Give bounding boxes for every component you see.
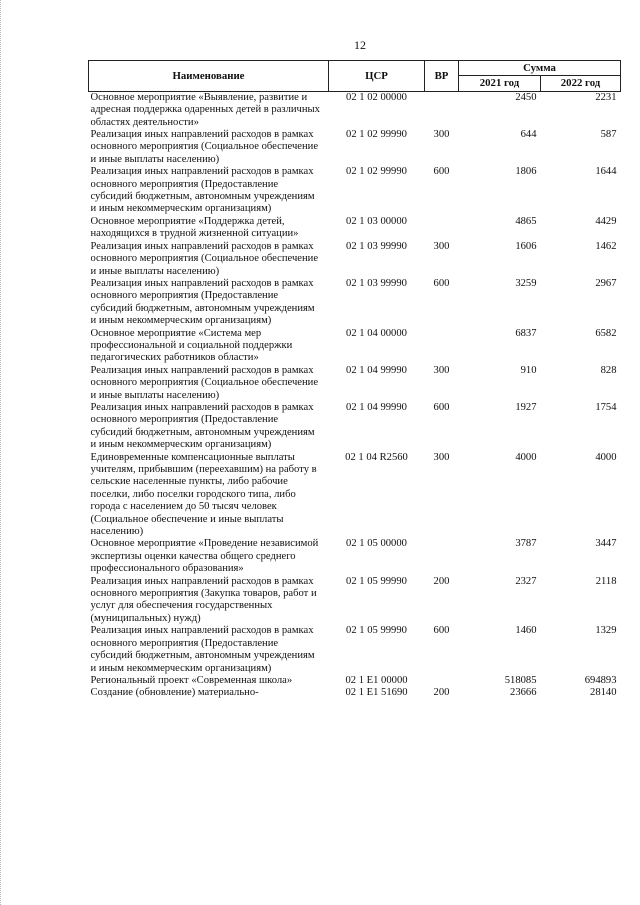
table-header — [89, 61, 621, 92]
row-amount-2021: 23666 — [510, 687, 537, 699]
table-row — [89, 402, 621, 452]
row-amount-2021: 644 — [520, 129, 537, 141]
table-row — [89, 365, 621, 402]
row-csr-code: 02 1 03 99990 — [346, 277, 407, 289]
table-row — [89, 675, 621, 687]
row-amount-2022: 4429 — [595, 215, 617, 227]
row-amount-2021: 518085 — [504, 674, 537, 686]
row-amount-2021: 3787 — [515, 538, 537, 550]
row-amount-2022: 587 — [600, 129, 617, 141]
table-row — [89, 91, 621, 129]
row-name: Реализация иных направлений расходов в рамках основного мероприятия (Предоставление субсидий бюджетным, автономным учреждениям и иным некоммерческим организациям) — [90, 166, 315, 215]
table-row — [89, 241, 621, 278]
table-row — [89, 129, 621, 166]
row-vr-code: 600 — [433, 401, 450, 413]
table-body — [89, 91, 621, 699]
row-name: Основное мероприятие «Система мер профессиональной и социальной поддержки педагогических работников области» — [90, 327, 293, 364]
row-amount-2021: 3259 — [515, 277, 537, 289]
row-amount-2022: 1329 — [595, 625, 617, 637]
row-vr-code: 600 — [433, 277, 450, 289]
row-name: Реализация иных направлений расходов в рамках основного мероприятия (Предоставление субсидий бюджетным, автономным учреждениям и иным некоммерческим организациям) — [90, 625, 315, 674]
row-vr-code — [425, 675, 459, 687]
header-sum: Сумма — [459, 61, 621, 76]
row-amount-2021: 4865 — [515, 215, 537, 227]
row-amount-2021: 1460 — [515, 625, 537, 637]
row-name: Реализация иных направлений расходов в рамках основного мероприятия (Социальное обеспечение и иные выплаты населению) — [90, 364, 319, 401]
row-amount-2021: 2450 — [515, 91, 537, 103]
row-csr-code: 02 1 02 99990 — [346, 166, 407, 178]
row-vr-code: 300 — [433, 129, 450, 141]
header-name: Наименование — [89, 61, 329, 92]
budget-table — [88, 60, 621, 700]
row-csr-code: 02 1 E1 00000 — [345, 674, 408, 686]
row-csr-code: 02 1 02 99990 — [346, 129, 407, 141]
table-row — [89, 625, 621, 675]
row-csr-code: 02 1 04 99990 — [346, 401, 407, 413]
row-amount-2021: 2327 — [515, 575, 537, 587]
row-amount-2022: 6582 — [595, 327, 617, 339]
table-row — [89, 538, 621, 575]
row-name: Основное мероприятие «Поддержка детей, находящихся в трудной жизненной ситуации» — [90, 215, 299, 240]
table-row — [89, 166, 621, 216]
row-csr-code: 02 1 03 00000 — [346, 215, 407, 227]
row-vr-code: 600 — [433, 625, 450, 637]
table-row — [89, 216, 621, 241]
row-amount-2021: 910 — [520, 364, 537, 376]
header-vr: ВР — [425, 61, 459, 92]
row-name: Региональный проект «Современная школа» — [90, 674, 293, 686]
row-csr-code: 02 1 02 00000 — [346, 91, 407, 103]
row-name: Реализация иных направлений расходов в рамках основного мероприятия (Социальное обеспечение и иные выплаты населению) — [90, 129, 319, 165]
row-vr-code: 300 — [433, 364, 450, 376]
row-csr-code: 02 1 05 99990 — [346, 625, 407, 637]
row-amount-2022: 694893 — [584, 674, 617, 686]
row-amount-2022: 828 — [600, 364, 617, 376]
table-row — [89, 576, 621, 626]
row-name: Создание (обновление) материально- — [90, 687, 259, 699]
header-csr: ЦСР — [329, 61, 425, 92]
row-csr-code: 02 1 05 00000 — [346, 538, 407, 550]
row-amount-2022: 1754 — [595, 401, 617, 413]
row-amount-2022: 2118 — [595, 575, 617, 587]
row-csr-code: 02 1 04 00000 — [346, 327, 407, 339]
row-amount-2021: 1806 — [515, 166, 537, 178]
row-vr-code — [425, 216, 459, 241]
row-amount-2022: 2231 — [595, 91, 617, 103]
row-csr-code: 02 1 04 99990 — [346, 364, 407, 376]
row-amount-2022: 1462 — [595, 240, 617, 252]
scan-edge — [0, 0, 4, 905]
table-row — [89, 328, 621, 365]
row-amount-2021: 1606 — [515, 240, 537, 252]
row-name: Реализация иных направлений расходов в рамках основного мероприятия (Предоставление субсидий бюджетным, автономным учреждениям и иным некоммерческим организациям) — [90, 277, 315, 327]
header-year-2022: 2022 год — [541, 76, 621, 91]
row-amount-2022: 2967 — [595, 277, 617, 289]
row-vr-code: 300 — [433, 240, 450, 252]
table-row — [89, 687, 621, 699]
row-amount-2022: 28140 — [590, 687, 617, 699]
row-vr-code: 300 — [433, 451, 450, 463]
row-vr-code — [425, 538, 459, 575]
row-amount-2022: 1644 — [595, 166, 617, 178]
table-row — [89, 278, 621, 328]
row-amount-2021: 4000 — [515, 451, 537, 463]
table-row — [89, 452, 621, 539]
header-year-2021: 2021 год — [459, 76, 541, 91]
row-name: Основное мероприятие «Выявление, развитие и адресная поддержка одаренных детей в различных областях деятельности» — [90, 91, 320, 128]
row-name: Реализация иных направлений расходов в рамках основного мероприятия (Закупка товаров, работ и услуг для обеспечения государственных (муниципальных) нужд) — [90, 575, 317, 624]
row-vr-code — [425, 91, 459, 129]
row-vr-code: 200 — [433, 575, 450, 587]
row-csr-code: 02 1 04 R2560 — [345, 451, 408, 463]
row-name: Единовременные компенсационные выплаты учителям, прибывшим (переехавшим) на работу в сельские населенные пункты, либо рабочие поселки, либо поселки городского типа, либо города с населением до 50 тысяч человек (Социальное обеспечение и иные выплаты населению) — [90, 451, 317, 538]
row-csr-code: 02 1 05 99990 — [346, 575, 407, 587]
row-csr-code: 02 1 03 99990 — [346, 240, 407, 252]
page-number: 12 — [354, 38, 366, 52]
row-name: Реализация иных направлений расходов в рамках основного мероприятия (Предоставление субсидий бюджетным, автономным учреждениям и иным некоммерческим организациям) — [90, 401, 315, 451]
row-csr-code: 02 1 E1 51690 — [345, 687, 408, 699]
row-name: Реализация иных направлений расходов в рамках основного мероприятия (Социальное обеспечение и иные выплаты населению) — [90, 240, 319, 277]
row-amount-2021: 1927 — [515, 401, 537, 413]
row-vr-code: 200 — [433, 687, 450, 699]
row-vr-code: 600 — [433, 166, 450, 178]
row-amount-2022: 3447 — [595, 538, 617, 550]
row-amount-2021: 6837 — [515, 327, 537, 339]
row-name: Основное мероприятие «Проведение независимой экспертизы оценки качества общего среднего профессионального образования» — [90, 538, 319, 575]
row-vr-code — [425, 328, 459, 365]
row-amount-2022: 4000 — [595, 451, 617, 463]
